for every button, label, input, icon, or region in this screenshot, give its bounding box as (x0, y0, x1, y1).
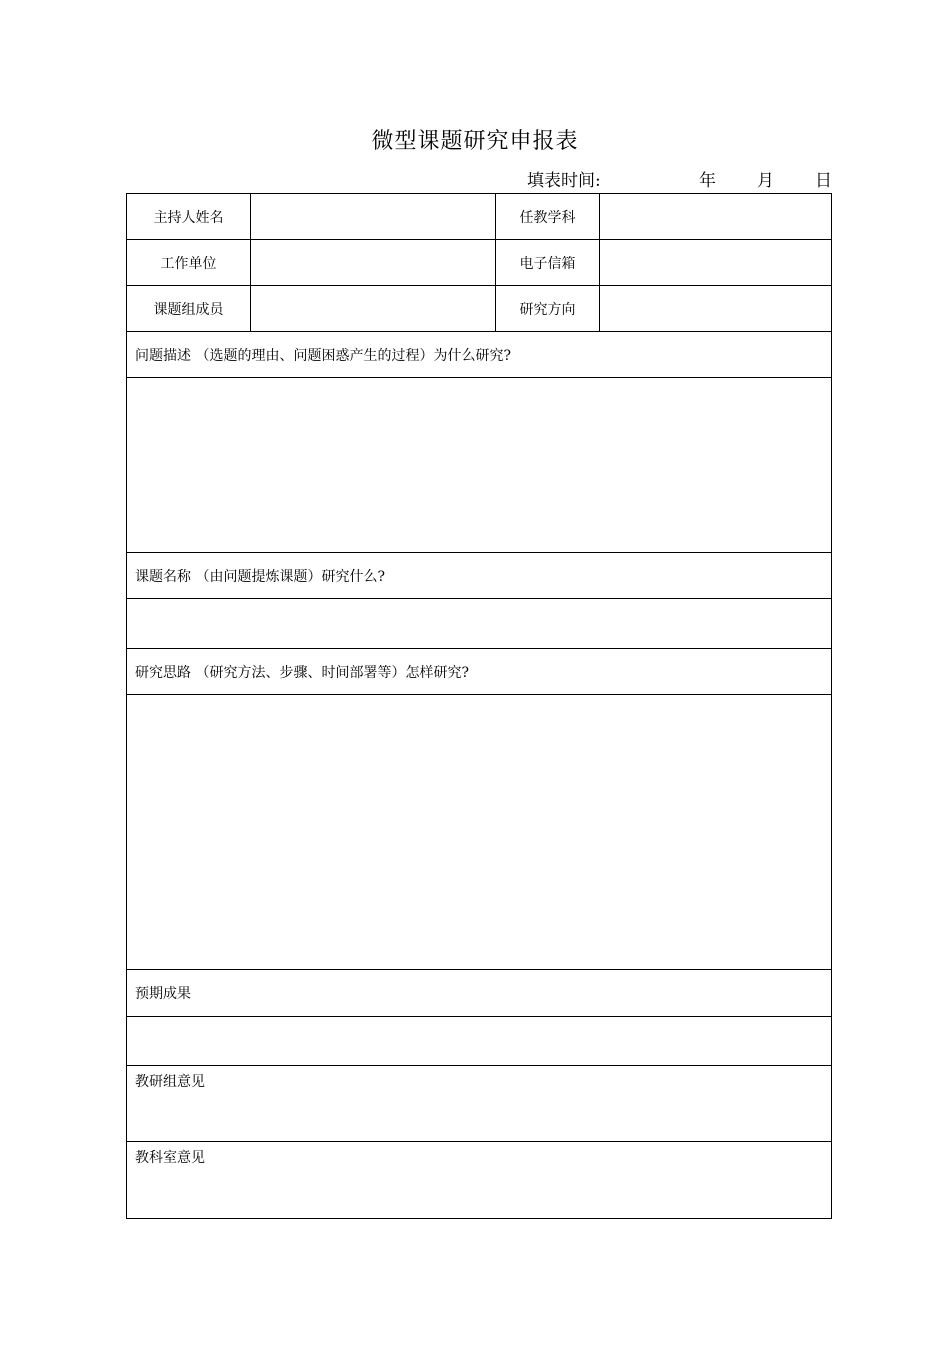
host-name-field[interactable] (251, 194, 496, 240)
application-form-table (126, 193, 832, 1219)
email-field[interactable] (600, 240, 832, 286)
topic-content-area[interactable] (127, 599, 832, 649)
approach-content-row (127, 695, 832, 970)
form-row-host (127, 194, 832, 240)
office-opinion-row (127, 1142, 832, 1219)
work-unit-field[interactable] (251, 240, 496, 286)
fill-date-label: 填表时间: (527, 171, 601, 191)
topic-section-label: 课题名称 （由问题提炼课题）研究什么? (127, 553, 832, 599)
direction-field[interactable] (600, 286, 832, 332)
group-opinion-row (127, 1066, 832, 1142)
results-header-row (127, 970, 832, 1017)
work-unit-label: 工作单位 (127, 240, 251, 286)
form-title: 微型课题研究申报表 (371, 129, 579, 154)
topic-content-row (127, 599, 832, 649)
day-label: 日 (815, 171, 832, 191)
problem-content-row (127, 378, 832, 553)
fill-date-line (0, 166, 950, 190)
members-field[interactable] (251, 286, 496, 332)
form-row-members (127, 286, 832, 332)
year-label: 年 (699, 171, 716, 191)
approach-section-label: 研究思路 （研究方法、步骤、时间部署等）怎样研究? (127, 649, 832, 695)
host-name-label: 主持人姓名 (127, 194, 251, 240)
subject-label: 任教学科 (496, 194, 600, 240)
office-opinion-label[interactable]: 教科室意见 (127, 1142, 832, 1219)
problem-header-row (127, 332, 832, 378)
direction-label: 研究方向 (496, 286, 600, 332)
members-label: 课题组成员 (127, 286, 251, 332)
form-row-unit (127, 240, 832, 286)
problem-section-label: 问题描述 （选题的理由、问题困惑产生的过程）为什么研究? (127, 332, 832, 378)
results-section-label: 预期成果 (127, 970, 832, 1017)
group-opinion-label[interactable]: 教研组意见 (127, 1066, 832, 1142)
results-content-row (127, 1017, 832, 1066)
approach-content-area[interactable] (127, 695, 832, 970)
month-label: 月 (757, 171, 774, 191)
results-content-area[interactable] (127, 1017, 832, 1066)
problem-content-area[interactable] (127, 378, 832, 553)
subject-field[interactable] (600, 194, 832, 240)
topic-header-row (127, 553, 832, 599)
approach-header-row (127, 649, 832, 695)
email-label: 电子信箱 (496, 240, 600, 286)
